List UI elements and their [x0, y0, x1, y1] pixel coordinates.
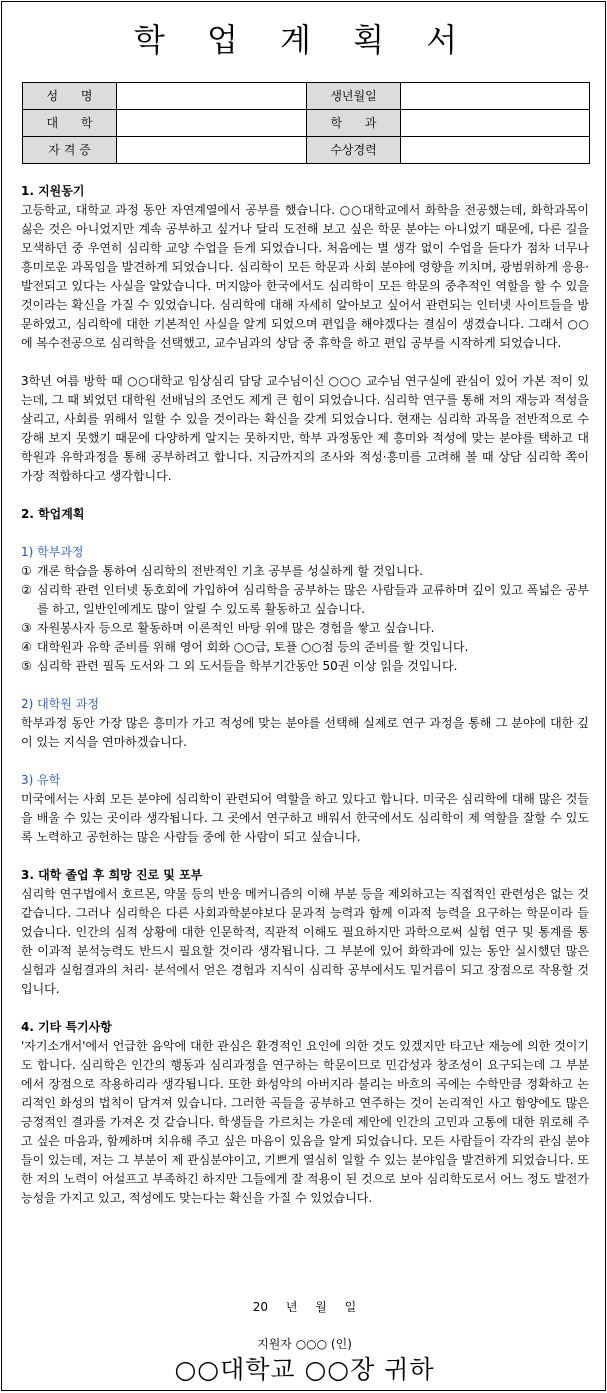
department-label: 학 과: [307, 110, 401, 137]
document-page: [1, 1, 606, 1391]
list-text: 자원봉사자 등으로 활동하며 이론적인 바탕 위에 많은 경험을 쌓고 싶습니다.: [37, 621, 435, 635]
certificate-field[interactable]: [117, 137, 307, 164]
section-heading-motivation: 1. 지원동기: [21, 184, 85, 198]
list-number: ④: [21, 640, 32, 654]
applicant-info-table: [22, 82, 590, 164]
list-item: [21, 657, 589, 676]
applicant-signature: 지원자 ○○○ (인): [257, 1337, 352, 1351]
list-number: ⑤: [21, 659, 32, 673]
motivation-paragraph-2: 3학년 여름 방학 때 ○○대학교 임상심리 담당 교수님이신 ○○○ 교수님 연구실에 관심이 있어 가본 적이 있는데, 그 때 뵈었던 대학원 선배님의 조언도 제게 큰 힘이 되었습니다. 심리학 연구를 통해 저의 재능과 적성을 살리고, 사회를 위해서 일할 수 있을 것이라는 확신을 갖게 되었습니다. 현재는 심리학 과목을 전반적으로 수강해 보지 못했기 때문에 다양하게 알지는 못하지만, 학부 과정동안 제 흥미와 적성에 맞는 분야를 택하고 대학원과 유학과정을 통해 공부하려고 합니다. 지금까지의 조사와 적성·흥미를 고려해 볼 때 상담 심리학 쪽이 가장 적합하다고 생각합니다.: [21, 374, 589, 483]
list-text: 개론 학습을 통하여 심리학의 전반적인 기초 공부를 성실하게 할 것입니다.: [37, 564, 423, 578]
name-field[interactable]: [117, 83, 307, 110]
list-text: 심리학 관련 인터넷 동호회에 가입하여 심리학을 공부하는 많은 사람들과 교류하며 깊이 있고 폭넓은 공부를 하고, 일반인에게도 많이 알릴 수 있도록 활동하고 싶습니다.: [37, 583, 589, 616]
list-text: 대학원과 유학 준비를 위해 영어 회화 ○○급, 토플 ○○점 등의 준비를 할 것입니다.: [37, 640, 469, 654]
university-label: 대 학: [23, 110, 117, 137]
awards-label: 수상경력: [307, 137, 401, 164]
list-item: [21, 581, 589, 619]
subheading-graduate: 2) 대학원 과정: [21, 697, 99, 711]
document-body: [21, 182, 589, 1208]
table-row: [23, 137, 590, 164]
graduate-paragraph: 학부과정 동안 가장 많은 흥미가 가고 적성에 맞는 분야를 선택해 실제로 연구 과정을 통해 그 분야에 대한 깊이 있는 지식을 연마하겠습니다.: [21, 716, 589, 749]
table-row: [23, 83, 590, 110]
name-label: 성 명: [23, 83, 117, 110]
table-row: [23, 110, 590, 137]
birthdate-label: 생년월일: [307, 83, 401, 110]
list-text: 심리학 관련 필독 도서와 그 외 도서들을 학부기간동안 50권 이상 읽을 것입니다.: [37, 659, 458, 673]
certificate-label: 자 격 증: [23, 137, 117, 164]
document-title: 학 업 계 획 서: [133, 21, 474, 59]
awards-field[interactable]: [401, 137, 590, 164]
department-field[interactable]: [401, 110, 590, 137]
motivation-paragraph-1: 고등학교, 대학교 과정 동안 자연계열에서 공부를 했습니다. ○○대학교에서 화학을 전공했는데, 화학과목이 싫은 것은 아니었지만 계속 공부하고 싶거나 달리 도전해 보고 싶은 학문 분야는 아니었기 때문에, 다른 길을 모색하던 중 우연히 심리학 교양 수업을 듣게 되었습니다. 처음에는 별 생각 없이 수업을 듣다가 점차 너무나 흥미로운 과목임을 발견하게 되었습니다. 심리학이 모든 학문과 사회 분야에 영향을 끼치며, 광범위하게 응용·발전되고 있다는 사실을 알았습니다. 머지않아 한국에서도 심리학이 모든 학문의 중추적인 역할을 할 수 있을 것이라는 확신을 가질 수 있었습니다. 심리학에 대해 자세히 알아보고 싶어서 관련되는 인터넷 사이트들을 방문하였고, 심리학에 대한 기본적인 사실을 알게 되었으며 편입을 해야겠다는 결심이 생겼습니다. 그래서 ○○에 복수전공으로 심리학을 선택했고, 교수님과의 상담 중 휴학을 하고 편입 공부를 시작하게 되었습니다.: [21, 203, 589, 350]
list-item: [21, 638, 589, 657]
list-item: [21, 562, 589, 581]
career-paragraph: 심리학 연구법에서 호르몬, 약물 등의 반응 메커니즘의 이해 부분 등을 제외하고는 직접적인 관련성은 없는 것 같습니다. 그러나 심리학은 다른 사회과학분야보다 문과적 능력과 함께 이과적 능력을 요구하는 학문이라 들었습니다. 인간의 심적 상황에 대한 인문학적, 직관적 이해도 필요하지만 과학으로써 실험 연구 및 통계를 통한 이과적 분석능력도 반드시 필요할 것이라 생각됩니다. 그 부분에 있어 화학과에 있는 동안 실시했던 많은 실험과 실험결과의 처리· 분석에서 얻은 경험과 지식이 심리학 공부에서도 밑거름이 되고 장점으로 작용할 것입니다.: [21, 887, 589, 996]
list-number: ②: [21, 583, 32, 597]
university-field[interactable]: [117, 110, 307, 137]
section-heading-study-plan: 2. 학업계획: [21, 507, 85, 521]
section-heading-other: 4. 기타 특기사항: [21, 1020, 112, 1034]
date-line: 20 년 월 일: [252, 1300, 357, 1314]
other-paragraph: '자기소개서'에서 언급한 음악에 대한 관심은 환경적인 요인에 의한 것도 있겠지만 타고난 재능에 의한 것이기도 합니다. 심리학은 인간의 행동과 심리과정을 연구하는 학문이므로 민감성과 창조성이 요구되는데 그 부분에서 장점으로 작용하리라 생각됩니다. 또한 화성악의 아버지라 불리는 바흐의 곡에는 수학만큼 정확하고 논리적인 화성의 법칙이 담겨져 있습니다. 그러한 곡들을 공부하고 연주하는 것이 논리적인 사고 함양에도 많은 긍정적인 결과를 가져온 것 같습니다. 학생들을 가르치는 가운데 제안에 인간의 고민과 고통에 대한 위로해 주고 싶은 마음과, 함께하며 치유해 주고 싶은 마음이 있음을 알게 되었습니다. 모든 사람들이 각각의 관심 분야들이 있는데, 저는 그 부분이 제 관심분야이고, 기쁘게 열심히 일할 수 있는 분야임을 발견하게 되었습니다. 또한 저의 노력이 어설프고 부족하긴 하지만 그들에게 잘 적용이 된 것으로 보아 심리학도로서 어느 정도 발전가능성을 가지고 있고, 적성에도 맞는다는 확신을 가질 수 있었습니다.: [21, 1039, 589, 1205]
subheading-study-abroad: 3) 유학: [21, 773, 61, 787]
list-item: [21, 619, 589, 638]
list-number: ③: [21, 621, 32, 635]
addressee: ○○대학교 ○○장 귀하: [174, 1355, 435, 1384]
study-abroad-paragraph: 미국에서는 사회 모든 분야에 심리학이 관련되어 역할을 하고 있다고 합니다. 미국은 심리학에 대해 많은 것들을 배울 수 있는 곳이라 생각됩니다. 그 곳에서 연구하고 배워서 한국에서도 심리학이 제 역할을 잘할 수 있도록 노력하고 공헌하는 많은 사람들 중에 한 사람이 되고 싶습니다.: [21, 792, 589, 844]
list-number: ①: [21, 564, 32, 578]
section-heading-career: 3. 대학 졸업 후 희망 진로 및 포부: [21, 868, 203, 882]
subheading-undergraduate: 1) 학부과정: [21, 545, 84, 559]
birthdate-field[interactable]: [401, 83, 590, 110]
